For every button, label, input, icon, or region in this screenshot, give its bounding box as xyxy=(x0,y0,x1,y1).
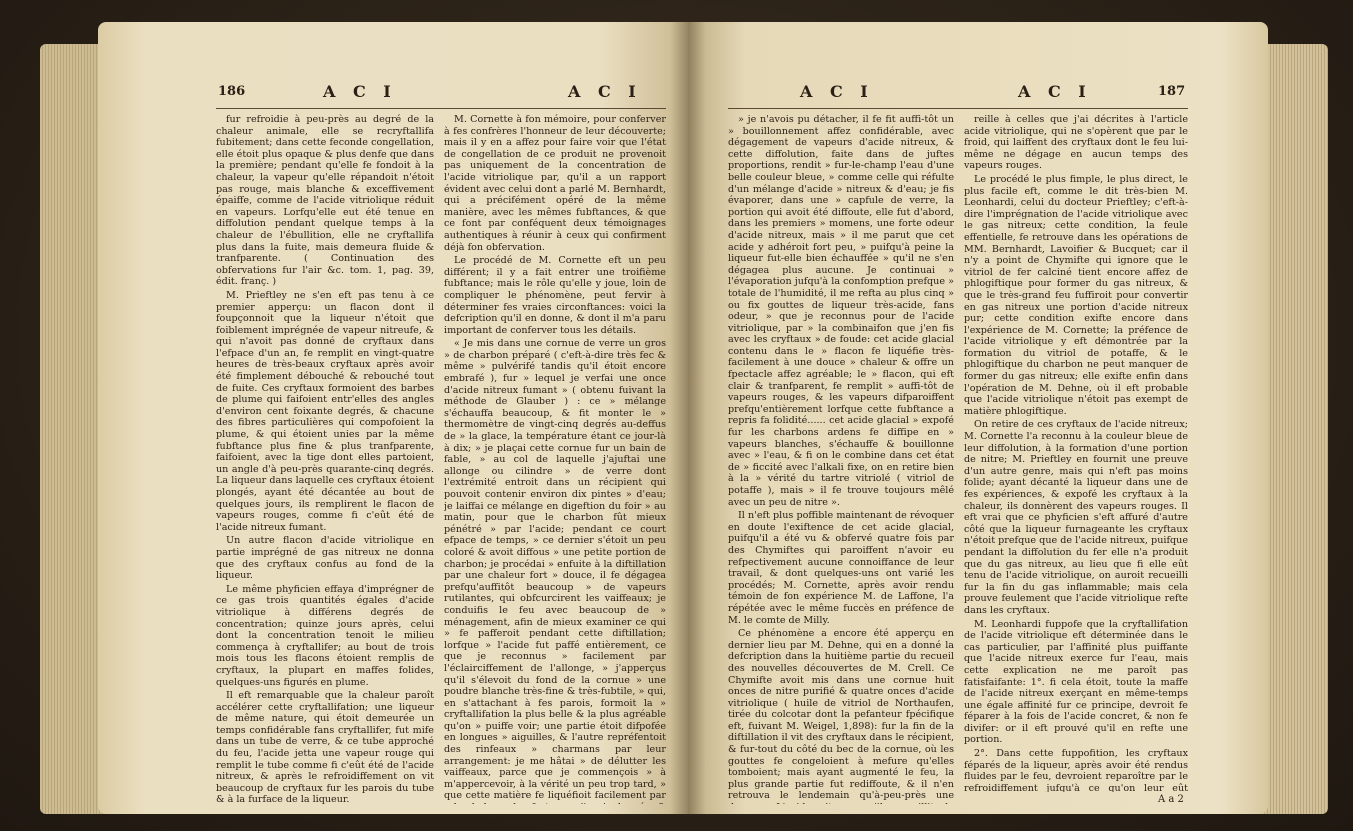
book-gutter xyxy=(670,22,706,814)
right-column-2 xyxy=(964,114,1188,792)
right-page xyxy=(688,22,1268,814)
left-head-rule xyxy=(216,108,666,109)
paragraph: Ce phénomène a encore été apperçu en dernier lieu par M. Dehne, qui en a donné la defcription dans la huitième partie du recueil des nouvelles découvertes de M. Crell. Ce Chymifte avoit mis dans une cornue huit onces de nitre purifié & quatre onces d'acide vitriolique ( huile de vitriol de Northaufen, tirée du colcotar dont la pefanteur fpécifique eft, fuivant M. Weigel, 1,898): fur la fin de la diftillation il vit des cryftaux dans le récipient, & fur-tout du côté du bec de la cornue, où les gouttes fe congeloient à mefure qu'elles tomboient; mais ayant augmenté le feu, la plus grande partie fut rediffoute, & il n'en retrouva le lendemain qu'à-peu-près une xyxy=(728,628,954,802)
left-page-number: 186 xyxy=(218,84,246,99)
paragraph: « Je mis dans une cornue de verre un gros » de charbon préparé ( c'eft-à-dire très fec & même » pulvérifé tandis qu'il étoit encore embrafé ), fur » lequel je verfai une once d'acide nitreux fumant » ( obtenu fuivant la méthode de Glauber ) : ce » mélange s'échauffa beaucoup, & fit monter le » thermomètre de vingt-cinq degrés au-deffus de » la glace, la température étant ce jour-là à dix; » je plaçai cette cornue fur un bain de fable, » au col de laquelle j'ajuftai une allonge ou cilindre » de verre dont l'extrémité entroit dans un récipient qui pouvoit contenir environ dix pintes » d'eau; je laiffai ce mélange en digeftion du foir » au matin, pour que le charbon fût mieux pénétré » par l'acide; pendant ce court efpace de temps, » ce dernier s'étoit un peu coloré & avoit diffous » une petite portion de charbon; je procédai » enfuite à la diftillation par une chaleur fort » douce, il fe dégagea prefqu'auffitôt beaucoup » de vapeurs rutilantes, qui obfcurcirent les vaiffeaux; je conduifis le feu avec beaucoup de » ménagement, afin de mieux examiner ce qui » fe pafferoit pendant cette diftillation; lorfque » l'acide fut paffé entièrement, ce que je reconnus » facilement par l'éclairciffement de l'allonge, » j'apperçus qu'il s'élevoit du fond de la cornue » une poudre blanche très-fine & très-fubtile, » qui, en s'attachant à fes parois, formoit la » cryftallifation la plus belle & la plus agréable qu'on » puiffe voir; une partie étoit difpofée en longues » aiguilles, & l'autre repréfentoit des rinfeaux » charmans par leur arrangement: je me hâtai » de délutter les vaiffeaux, parce que je commençois » à m'appercevoir, à la vérité un peu trop tard, » que cette matière fe liquéfioit facilement par xyxy=(444,338,666,802)
left-page xyxy=(98,22,688,814)
right-head-rule xyxy=(728,108,1188,109)
left-head-title-1: A C I xyxy=(323,82,397,101)
paragraph: reille à celles que j'ai décrites à l'article acide vitriolique, qui ne s'opèrent que par le froid, qui laiffent des cryftaux dont le feu lui-même ne dégage en aucun temps des vapeurs rouges. xyxy=(964,114,1188,172)
right-head-title-2: A C I xyxy=(1018,82,1092,101)
paragraph: » je n'avois pu détacher, il fe fit auffi-tôt un » bouillonnement affez confidérable, avec dégagement de vapeurs d'acide nitreux, & cette diffolution, faite dans de juftes proportions, rendit » fur-le-champ l'eau d'une belle couleur bleue, » comme celle qui réfulte d'un mélange d'acide » nitreux & d'eau; je fis évaporer, dans une » capfule de verre, la portion qui avoit été diffoute, elle fut d'abord, dans les premiers » momens, une forte odeur d'acide nitreux, mais » il me parut que cet acide y adhéroit fort peu, » puifqu'à peine la liqueur fut-elle bien échauffée » qu'il ne s'en dégagea plus aucune. Je continuai » l'évaporation jufqu'à la confomption prefque » totale de l'humidité, il me refta au plus cinq » ou fix gouttes de liqueur très-acide, fans odeur, » que je reconnus pour de l'acide vitriolique, par » la combinaifon que j'en fis avec les cryftaux » de foude: cet acide glacial contenu dans le » flacon fe liquéfie très-facilement à une douce » chaleur & offre un fpectacle affez agréable; le » flacon, qui eft clair & tranfparent, fe remplit » auffi-tôt de vapeurs rouges, & les vapeurs difparoiffent prefqu'entièrement lorfque cette fubftance a repris fa folidité...... cet acide glacial » expofé fur les charbons ardens fe diffipe en » vapeurs blanches, s'échauffe & bouillonne avec » l'eau, & fi on le combine dans cet état de » ficcité avec l'alkali fixe, on en retire bien à la » vérité du tartre vitriolé ( vitriol de potaffe ), mais » il fe trouve toujours mêlé avec un peu de nitre ». xyxy=(728,114,954,508)
left-column-2 xyxy=(444,114,666,804)
paragraph: Le procédé le plus fimple, le plus direct, le plus facile eft, comme le dit très-bien M. Leonhardi, celui du docteur Prieftley; c'eft-à-dire l'imprégnation de l'acide vitriolique avec le gas nitreux; cette condition, la feule effentielle, fe retrouve dans les opérations de MM. Bernhardt, Lavoifier & Bucquet; car il n'y a point de Chymifte qui ignore que le vitriol de fer calciné tient encore affez de phlogiftique pour former du gas nitreux, & que le très-grand feu fuffiroit pour convertir en gas nitreux une portion d'acide nitreux pur; cette condition exifte encore dans l'expérience de M. Cornette; la préfence de l'acide vitriolique y eft démontrée par la formation du vitriol de potaffe, & le phlogiftique du charbon ne peut manquer de former du gas nitreux; elle exifte enfin dans l'opération de M. Dehne, où il eft probable que l'acide vitriolique n'étoit pas exempt de matière phlogiftique. xyxy=(964,173,1188,417)
paragraph: On retire de ces cryftaux de l'acide nitreux; M. Cornette l'a reconnu à la couleur bleue de leur diffolution, à la formation d'une portion de nitre; M. Prieftley en fournit une preuve d'un autre genre, mais qui n'eft pas moins folide; ayant décanté la liqueur dans une de fes expériences, & expofé les cryftaux à la chaleur, ils donnèrent des vapeurs rouges. Il eft vrai que ce phyficien s'eft affuré d'autre côté que la liqueur furnageante les cryftaux n'étoit prefque que de l'acide nitreux, puifque pendant la diffolution du fer elle n'a produit que du gas nitreux, au lieu que fi elle eût tenu de l'acide vitriolique, on auroit recueilli fur la fin du gas inflammable; mais cela prouve feulement que l'acide vitriolique refte dans les cryftaux. xyxy=(964,419,1188,616)
paragraph: M. Prieftley ne s'en eft pas tenu à ce premier apperçu: un flacon dont il foupçonnoit que la liqueur n'étoit que foiblement imprégnée de vapeur nitreufe, & qui n'avoit pas donné de cryftaux dans l'efpace d'un an, fe remplit en vingt-quatre heures de très-beaux cryftaux après avoir été fimplement débouché & rebouché tout de fuite. Ces cryftaux formoient des barbes de plume qui faifoient entr'elles des angles d'environ cent foixante degrés, & chacune des fibres particulières qui compofoient la plume, & qui étoient unies par la même fubftance plus fine & plus tranfparente, faifoient, avec la tige dont elles partoient, un angle d'à peu-près quarante-cinq degrés. La liqueur dans laquelle ces cryftaux étoient plongés, ayant été décantée au bout de quelques jours, ils remplirent le flacon de vapeurs rouges, comme fi c'eût été de l'acide nitreux fumant. xyxy=(216,289,434,533)
right-column-1 xyxy=(728,114,954,804)
left-head-title-2: A C I xyxy=(568,82,642,101)
paragraph: Le procédé de M. Cornette eft un peu différent; il y a fait entrer une troifième fubftance; mais le rôle qu'elle y joue, loin de compliquer le phénomène, peut fervir à déterminer fes vraies circonftances: voici la defcription qu'il en donne, & dont il m'a paru important de conferver tous les détails. xyxy=(444,255,666,336)
right-page-number: 187 xyxy=(1158,84,1186,99)
open-book xyxy=(40,14,1328,820)
right-page-edges xyxy=(1258,44,1328,814)
right-head-title-1: A C I xyxy=(800,82,874,101)
signature-mark: A a 2 xyxy=(1158,794,1184,805)
paragraph: M. Leonhardi fuppofe que la cryftallifation de l'acide vitriolique eft déterminée dans le cas particulier, par l'affinité plus puiffante que l'acide nitreux exerce fur l'eau, mais cette explication ne me paroît pas fatisfaifante: 1°. fi cela étoit, toute la maffe de l'acide nitreux exerçant en même-temps une égale affinité fur ce principe, devroit fe féparer à la fois de l'acide concret, & non fe divifer: or il eft prouvé qu'il en refte une portion. xyxy=(964,618,1188,746)
paragraph: Il eft remarquable que la chaleur paroît accélérer cette cryftallifation; une liqueur de même nature, qui étoit demeurée un temps confidérable fans cryftallifer, fut mife dans un tube de verre, & ce tube approché du feu, l'acide jetta une vapeur rouge qui remplit le tube comme fi c'eût été de l'acide nitreux, & après le refroidiffement on vit beaucoup de cryftaux fur les parois du tube & à la furface de la liqueur. xyxy=(216,690,434,804)
right-running-head xyxy=(688,84,1268,104)
paragraph: M. Cornette à fon mémoire, pour conferver à fes confrères l'honneur de leur découverte; mais il y en a affez pour faire voir que l'état de congellation de ce produit ne provenoit pas uniquement de la concentration de l'acide vitriolique par, qu'il a un rapport évident avec celui dont a parlé M. Bernhardt, qui a précifément opéré de la même manière, avec les mêmes fubftances, & que ce font par conféquent deux témoignages authentiques à réunir à ceux qui confirment déjà fon obfervation. xyxy=(444,114,666,253)
paragraph: Le même phyficien effaya d'imprégner de ce gas trois quantités égales d'acide vitriolique à différens degrés de concentration; quinze jours après, celui dont la concentration tenoit le milieu commença à cryftallifer; au bout de trois mois tous les flacons étoient remplis de cryftaux, la plupart en maffes folides, quelques-uns figurés en plume. xyxy=(216,583,434,688)
left-running-head xyxy=(98,84,688,104)
paragraph: Il n'eft plus poffible maintenant de révoquer en doute l'exiftence de cet acide glacial, puifqu'il a été vu & obfervé quatre fois par des Chymiftes qui paroiffent n'avoir eu refpectivement aucune connoiffance de leur travail, & dont quelques-uns ont varié les procédés; M. Cornette, après avoir rendu témoin de fon expérience M. de Laffone, l'a répétée avec le même fuccès en préfence de M. le comte de Milly. xyxy=(728,510,954,626)
paragraph: Un autre flacon d'acide vitriolique en partie imprégné de gas nitreux ne donna que des cryftaux confus au fond de la liqueur. xyxy=(216,535,434,582)
paragraph: 2°. Dans cette fuppofition, les cryftaux féparés de la liqueur, après avoir été rendus fluides par le feu, devroient reparoître par le refroidiffement jufqu'à ce qu'on leur eût xyxy=(964,748,1188,792)
paragraph: fur refroidie à peu-près au degré de la chaleur animale, elle se recryftallifa fubitement; dans cette feconde congellation, elle étoit plus opaque & plus denfe que dans la première; pendant qu'elle fe fondoit à la chaleur, la vapeur qu'elle répandoit n'étoit pas rouge, mais blanche & exceffivement épaiffe, comme de l'acide vitriolique réduit en vapeurs. Lorfqu'elle eut été tenue en diffolution pendant quelque temps à la chaleur de l'ébullition, elle ne cryftallifa plus dans la fuite, mais demeura fluide & tranfparente. ( Continuation des obfervations fur l'air &c. tom. 1, pag. 39, édit. franç. ) xyxy=(216,114,434,288)
left-column-1 xyxy=(216,114,434,804)
